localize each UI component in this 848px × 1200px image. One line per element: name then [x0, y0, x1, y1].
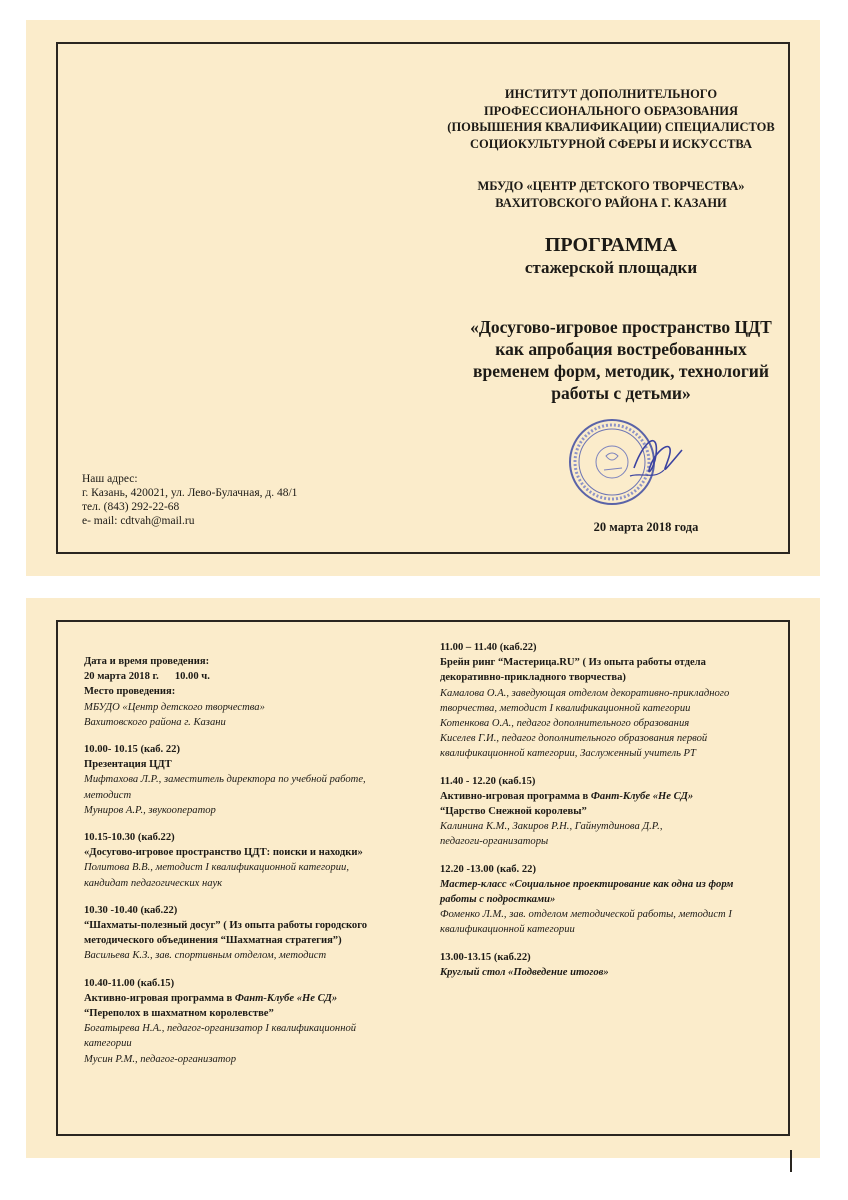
when-label: Дата и время проведения: [84, 656, 210, 667]
place-line: МБУДО «Центр детского творчества» [84, 701, 265, 713]
item-time: 12.20 -13.00 (каб. 22) [440, 863, 536, 875]
item-detail: Калинина К.М., Закиров Р.Н., Гайнутдинова Д.Р., [440, 821, 663, 833]
schedule-right-column [440, 640, 780, 992]
schedule-left-column [84, 654, 414, 1079]
institute-line: ИНСТИТУТ ДОПОЛНИТЕЛЬНОГО [504, 87, 718, 101]
item-detail: Богатырева Н.А., педагог-организатор I квалификационной [84, 1023, 357, 1035]
center-line: МБУДО «ЦЕНТР ДЕТСКОГО ТВОРЧЕСТВА» [477, 179, 745, 193]
item-detail: Мусин Р.М., педагог-организатор [84, 1053, 236, 1065]
item-detail: категории [84, 1038, 132, 1050]
item-title: “Переполох в шахматном королевстве” [84, 1008, 274, 1020]
event-date: 20 марта 2018 года [593, 520, 699, 534]
item-title: Круглый стол «Подведение итогов» [440, 966, 609, 978]
item-title-club: Фант-Клубе «Не СД» [590, 790, 694, 802]
topic-line: «Досугово-игровое пространство ЦДТ [470, 317, 772, 337]
item-detail: Политова В.В., методист I квалификационной категории, [84, 862, 349, 874]
institute-line: ПРОФЕССИОНАЛЬНОГО ОБРАЗОВАНИЯ [483, 103, 739, 118]
schedule-page [26, 598, 820, 1158]
item-detail: Киселев Г.И., педагог дополнительного образования первой [440, 733, 708, 745]
item-time: 10.15-10.30 (каб.22) [84, 832, 175, 844]
program-topic [436, 316, 806, 404]
program-subtitle: стажерской площадки [524, 258, 698, 277]
item-detail: Васильева К.З., зав. спортивным отделом, методист [84, 950, 327, 962]
item-detail: творчества, методист I квалификационной категории [440, 702, 691, 714]
item-detail: методист [84, 789, 132, 801]
item-title: “Царство Снежной королевы” [440, 806, 587, 818]
item-detail: квалификационной категории, Заслуженный учитель РТ [440, 748, 696, 760]
item-title-text: Активно-игровая программа в [84, 992, 235, 1004]
place-label: Место проведения: [84, 686, 176, 698]
item-detail: Муниров А.Р., звукооператор [84, 804, 216, 816]
schedule-item [84, 742, 414, 818]
item-title: Презентация ЦДТ [84, 759, 172, 771]
center-name [426, 178, 796, 211]
when-time: 10.00 ч. [174, 671, 210, 683]
schedule-item [84, 830, 414, 891]
address-street: г. Казань, 420021, ул. Лево-Булачная, д. 48/1 [82, 487, 298, 499]
schedule-item [440, 640, 780, 762]
item-time: 10.40-11.00 (каб.15) [84, 977, 175, 989]
item-title: Брейн ринг “Мастерица.RU” ( Из опыта работы отдела [440, 657, 706, 669]
item-title: Мастер-класс «Социальное проектирование как одна из форм [440, 878, 734, 890]
address-email: e- mail: cdtvah@mail.ru [82, 515, 195, 527]
topic-line: как апробация востребованных [495, 339, 747, 359]
institute-line: СОЦИОКУЛЬТУРНОЙ СФЕРЫ И ИСКУССТВА [469, 136, 753, 151]
item-title-club: Фант-Клубе «Не СД» [234, 992, 338, 1004]
item-detail: Камалова О.А., заведующая отделом декоративно-прикладного [440, 687, 730, 699]
schedule-item [440, 862, 780, 938]
event-info [84, 654, 414, 730]
item-time: 10.30 -10.40 (каб.22) [84, 904, 178, 916]
topic-line: работы с детьми» [551, 383, 691, 403]
item-detail: Котенкова О.А., педагог дополнительного образования [440, 718, 690, 730]
scan-mark [790, 1150, 792, 1172]
topic-line: временем форм, методик, технологий [473, 361, 769, 381]
when-value [84, 669, 414, 684]
schedule-item [84, 903, 414, 964]
item-detail: Мифтахова Л.Р., заместитель директора по учебной работе, [84, 774, 366, 786]
item-title [84, 991, 414, 1006]
official-stamp-with-signature [564, 410, 694, 510]
program-title: ПРОГРАММА [544, 234, 678, 256]
item-title: «Досугово-игровое пространство ЦДТ: поиски и находки» [84, 847, 363, 859]
item-title-text: Активно-игровая программа в [440, 790, 591, 802]
institute-line: (ПОВЫШЕНИЯ КВАЛИФИКАЦИИ) СПЕЦИАЛИСТОВ [447, 120, 775, 134]
place-line: Вахитовского района г. Казани [84, 716, 226, 728]
title-page [26, 20, 820, 576]
item-title: декоративно-прикладного творчества) [440, 672, 626, 684]
item-detail: Фоменко Л.М., зав. отделом методической работы, методист I [440, 909, 732, 921]
item-title: “Шахматы-полезный досуг” ( Из опыта работы городского [84, 920, 368, 932]
institute-name [426, 86, 796, 152]
item-detail: кандидат педагогических наук [84, 877, 223, 889]
item-detail: педагоги-организаторы [440, 836, 549, 848]
item-time: 11.00 – 11.40 (каб.22) [440, 642, 537, 653]
item-title: работы с подростками» [440, 894, 556, 906]
schedule-item [440, 950, 780, 980]
item-time: 13.00-13.15 (каб.22) [440, 951, 531, 963]
item-detail: квалификационной категории [440, 924, 575, 936]
when-date: 20 марта 2018 г. [84, 671, 159, 683]
item-time: 11.40 - 12.20 (каб.15) [440, 775, 536, 787]
center-line: ВАХИТОВСКОГО РАЙОНА Г. КАЗАНИ [495, 195, 727, 210]
contact-address [82, 472, 297, 528]
item-title [440, 789, 780, 804]
item-time: 10.00- 10.15 (каб. 22) [84, 744, 180, 756]
schedule-item [84, 976, 414, 1067]
address-phone: тел. (843) 292-22-68 [82, 501, 180, 513]
schedule-item [440, 774, 780, 850]
item-title: методического объединения “Шахматная стратегия”) [84, 935, 342, 947]
address-label: Наш адрес: [82, 473, 138, 485]
